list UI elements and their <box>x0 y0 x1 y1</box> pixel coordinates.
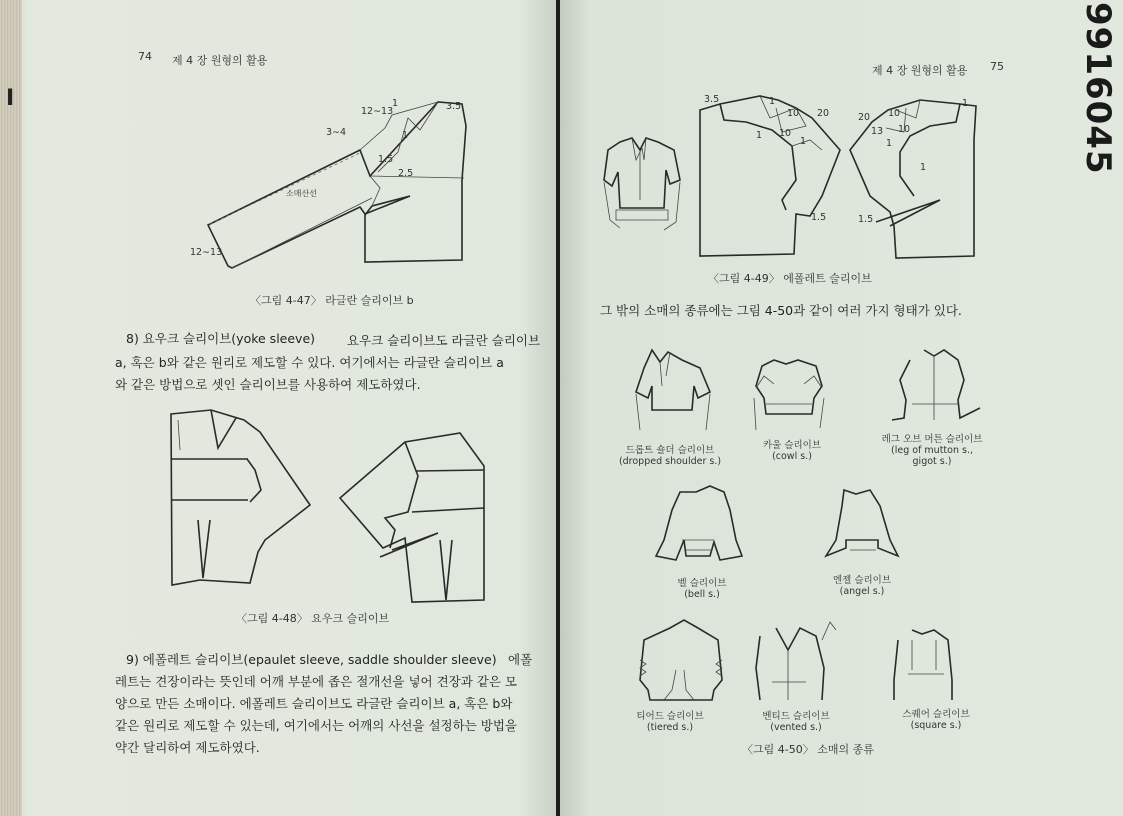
fig47-label-8: 소매산선 <box>286 189 317 198</box>
sleeve-legofmutton-en: (leg of mutton s., <box>891 445 973 456</box>
fig49-label-5: 1 <box>756 130 763 141</box>
section-8-heading: 8) 요우크 슬리이브(yoke sleeve) <box>126 331 316 346</box>
sleeve-legofmutton-en2: gigot s.) <box>912 456 952 467</box>
left-page <box>0 0 556 816</box>
sleeve-cowl-ko: 카울 슬리이브 <box>762 440 822 451</box>
fig49-label-8: 1.5 <box>811 212 827 223</box>
page-number-74: 74 <box>138 50 152 63</box>
fig49-label-15: 1 <box>920 162 927 173</box>
section-9-heading: 9) 에폴레트 슬리이브(epaulet sleeve, saddle shoulder sleeve) <box>126 652 497 667</box>
figure-4-48-yoke-drafting <box>0 0 556 620</box>
fig49-label-14: 1 <box>886 138 893 149</box>
intro-paragraph: 그 밖의 소매의 종류에는 그림 4-50과 같이 여러 가지 형태가 있다. <box>600 303 962 318</box>
handwritten-number: 9916045 <box>1078 2 1118 175</box>
fig47-label-1: 12∼13 <box>190 247 223 258</box>
sleeve-legofmutton-ko: 레그 오브 머튼 슬리이브 <box>881 434 983 445</box>
sleeve-dropped-ko: 드롭트 숄더 슬리이브 <box>625 445 715 456</box>
section-8-line-2: a, 혹은 b와 같은 원리로 제도할 수 있다. 여기에서는 라글란 슬리이브 a <box>115 355 504 370</box>
fig47-label-7: 2.5 <box>398 168 414 179</box>
fig49-label-2: 1 <box>769 96 776 107</box>
fig49-label-1: 3.5 <box>704 94 720 105</box>
sleeve-square-en: (square s.) <box>910 720 962 731</box>
fig49-label-12: 13 <box>871 126 884 137</box>
sleeve-angel-en: (angel s.) <box>839 586 885 597</box>
running-head-right: 제 4 장 원형의 활용 <box>872 64 968 77</box>
fig49-label-16: 1.5 <box>858 214 874 225</box>
right-page <box>560 0 1123 816</box>
fig49-label-11: 1 <box>962 98 969 109</box>
section-9-line-3: 같은 원리로 제도할 수 있는데, 여기에서는 어깨의 사선을 설정하는 방법을 <box>115 718 517 733</box>
sleeve-vented-ko: 벤티드 슬리이브 <box>762 711 830 722</box>
section-9-heading-tail: 에폴 <box>508 652 533 667</box>
fig47-label-3: 3.5 <box>446 101 462 112</box>
sleeve-bell-ko: 벨 슬리이브 <box>677 578 727 589</box>
section-9-line-2: 양으로 만든 소매이다. 에폴레트 슬리이브도 라글란 슬리이브 a, 혹은 b와 <box>115 696 513 711</box>
sleeve-cowl-en: (cowl s.) <box>772 451 812 462</box>
sleeve-tiered-en: (tiered s.) <box>646 722 694 733</box>
fig49-label-7: 1 <box>800 136 807 147</box>
figure-4-50-sleeve-illustrations <box>560 0 1123 816</box>
fig47-label-4: 3∼4 <box>326 127 347 138</box>
figure-4-50-caption: 〈그림 4-50〉 소매의 종류 <box>742 743 874 756</box>
section-8-line-1: 요우크 슬리이브도 라글란 슬리이브 <box>347 333 541 348</box>
fig47-label-6: 1.5 <box>378 154 394 165</box>
figure-4-47-caption: 〈그림 4-47〉 라글란 슬리이브 b <box>250 294 414 307</box>
margin-mark: I <box>6 86 15 111</box>
section-8-line-3: 와 같은 방법으로 셋인 슬리이브를 사용하여 제도하였다. <box>115 377 421 392</box>
sleeve-bell-en: (bell s.) <box>684 589 720 600</box>
fig49-label-9: 20 <box>858 112 871 123</box>
figure-4-49-caption: 〈그림 4-49〉 에폴레트 슬리이브 <box>708 272 872 285</box>
section-9-line-4: 약간 달리하여 제도하였다. <box>115 740 260 755</box>
fig47-label-2: 1 <box>392 98 399 109</box>
fig49-label-3: 10 <box>787 108 800 119</box>
figure-4-48-caption: 〈그림 4-48〉 요우크 슬리이브 <box>236 612 390 625</box>
fig47-label-5: 1 <box>402 130 409 141</box>
sleeve-square-ko: 스퀘어 슬리이브 <box>902 709 970 720</box>
sleeve-vented-en: (vented s.) <box>770 722 822 733</box>
fig49-label-6: 10 <box>779 128 792 139</box>
fig47-label-9: 12∼13 <box>361 106 394 117</box>
sleeve-tiered-ko: 티어드 슬리이브 <box>636 711 704 722</box>
sleeve-angel-ko: 엔젤 슬리이브 <box>832 575 892 586</box>
running-head-left: 제 4 장 원형의 활용 <box>172 54 268 67</box>
fig49-label-4: 20 <box>817 108 830 119</box>
page-number-75: 75 <box>990 60 1004 73</box>
section-9-line-1: 레트는 견장이라는 뜻인데 어깨 부분에 좁은 절개선을 넣어 견장과 같은 모 <box>115 674 517 689</box>
fig49-label-10: 10 <box>888 108 901 119</box>
sleeve-dropped-en: (dropped shoulder s.) <box>618 456 722 467</box>
fig49-label-13: 10 <box>898 124 911 135</box>
